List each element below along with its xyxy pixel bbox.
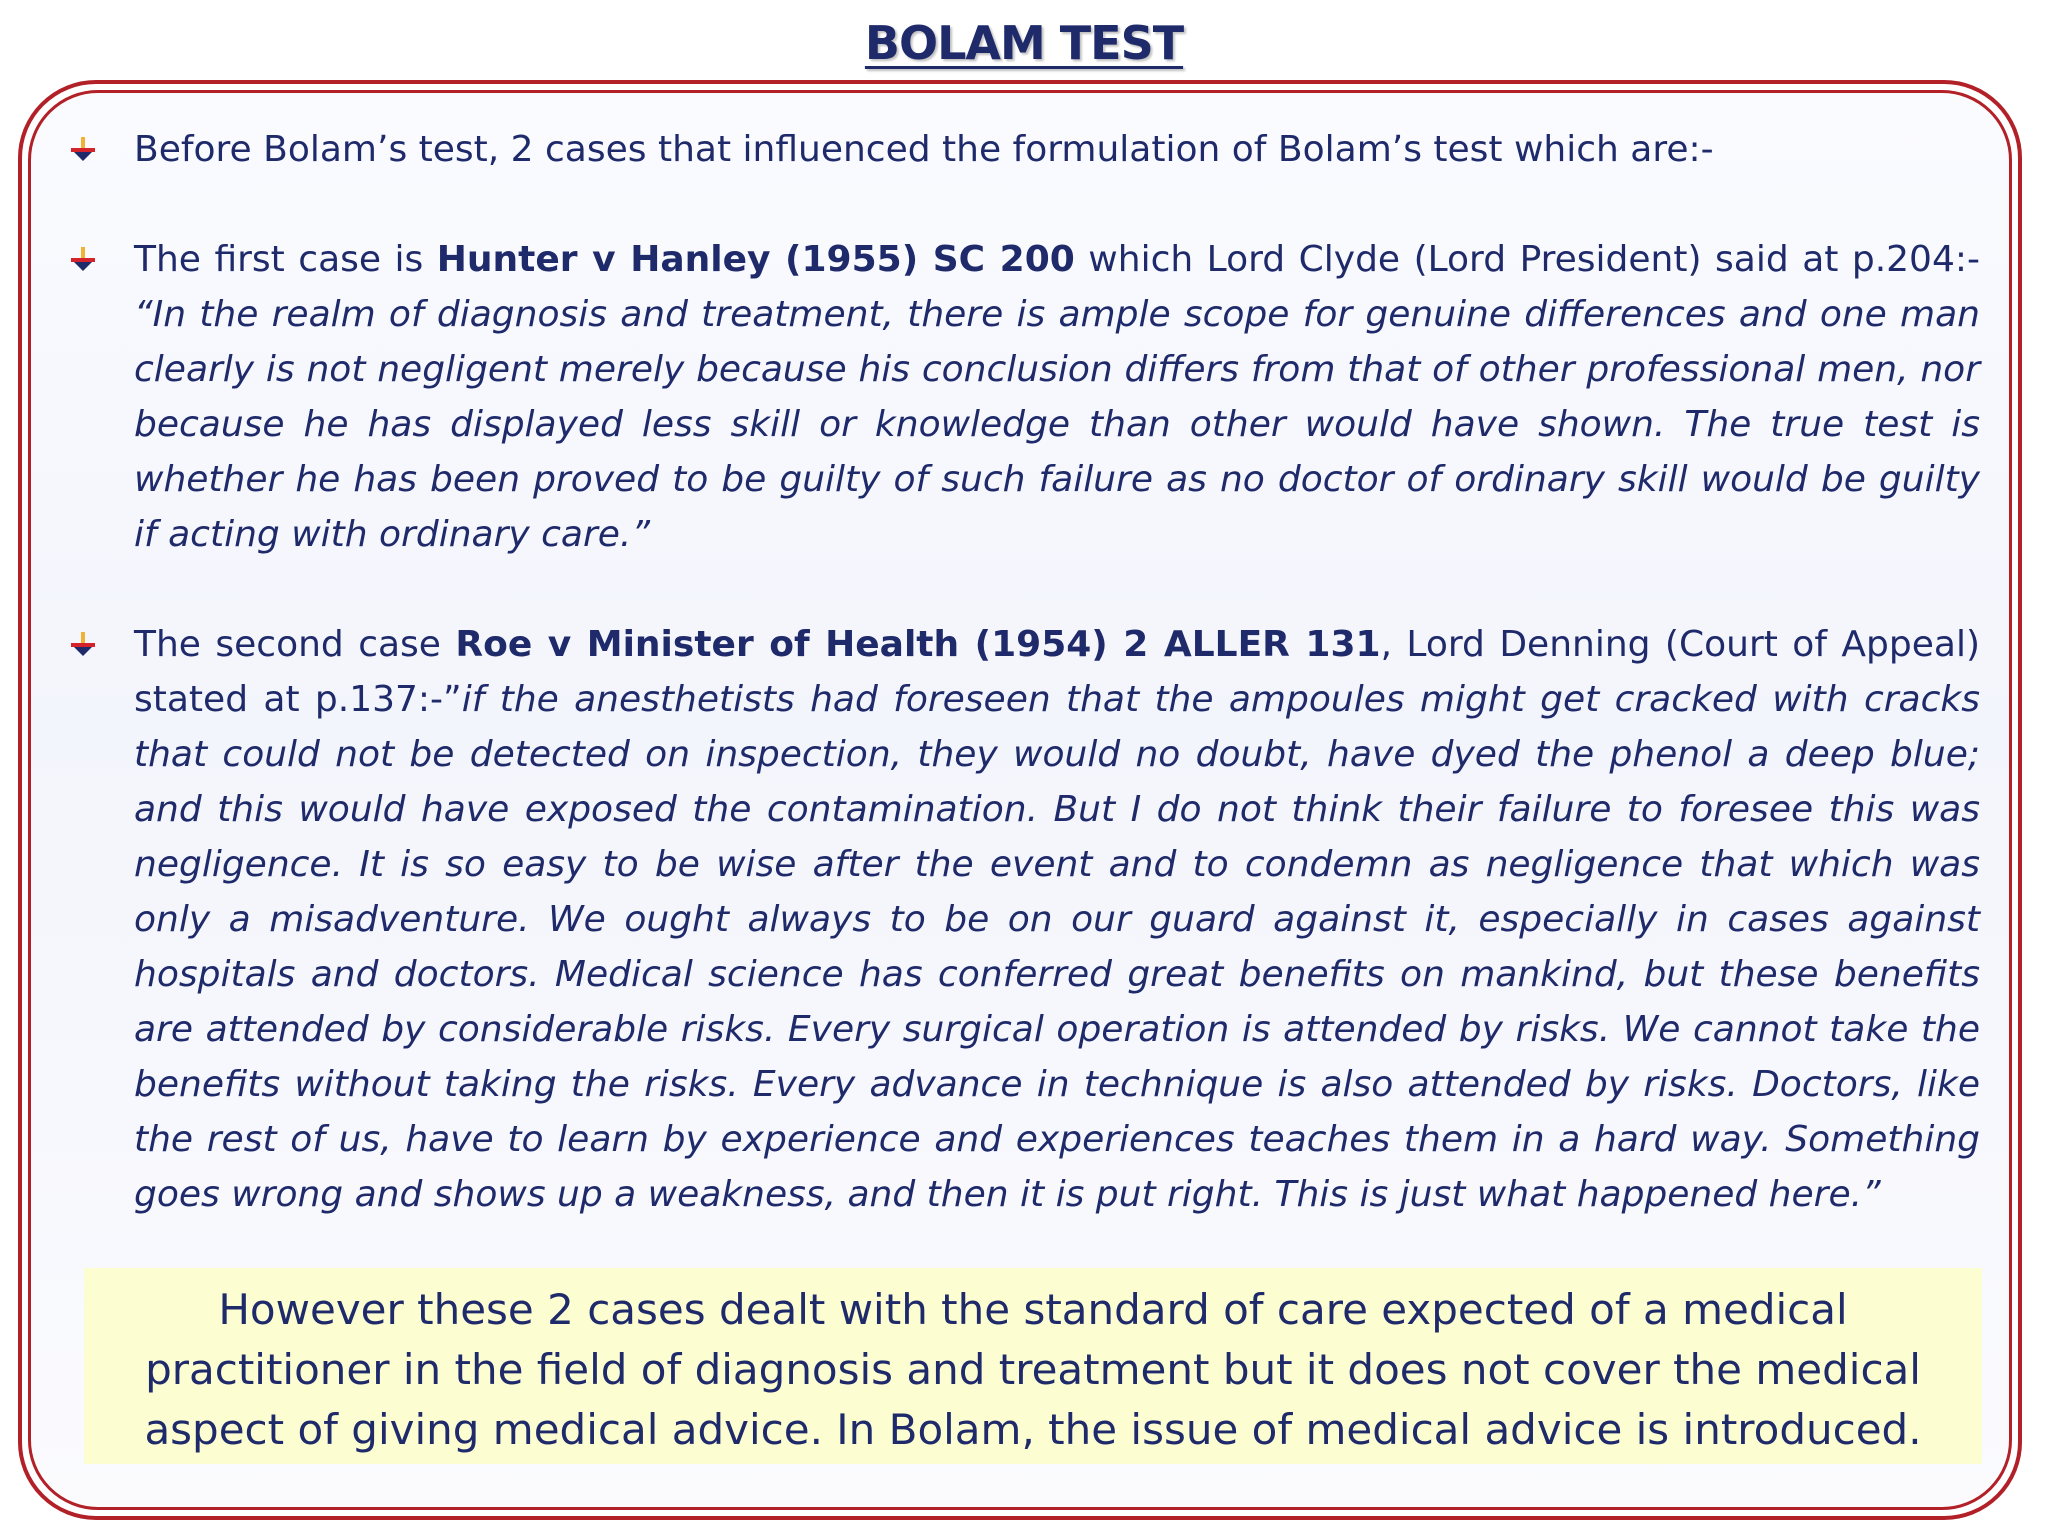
quote-lord-denning: if the anesthetists had foreseen that the ampoules might get cracked with cracks that could not be detected on inspection, they would no doubt, have dyed the phenol a deep blue; and this would have exposed the contamination. But I do not think their failure to foresee this was negligence. It is so easy to be wise after the event and to condemn as negligence that which was only a misadventure. We ought always to be on our guard against it, especially in cases against hospitals and doctors. Medical science has conferred great benefits on mankind, but these benefits are attended by considerable risks. Every surgical operation is attended by risks. We cannot take the benefits without taking the risks. Every advance in technique is also attended by risks. Doctors, like the rest of us, have to learn by experience and experiences teaches them in a hard way. Something goes wrong and shows up a weakness, and then it is put right. This is just what happened here.” [134,679,1980,1215]
bullet-item [70,122,1980,177]
quote-lord-clyde: “In the realm of diagnosis and treatment, there is ample scope for genuine differences and one man clearly is not negligent merely because his conclusion differs from that of other professional men, nor because he has displayed less skill or knowledge than other would have shown. The true test is whether he has been proved to be guilty of such failure as no doctor of ordinary skill would be guilty if acting with ordinary care.” [134,294,1980,555]
bullet-3-part-3: , Lord Denning (Court of Appeal) stated at p.137:-” [134,624,1980,720]
bullet-3-part-1: The second case [134,624,456,665]
case-citation-roe-v-minister: Roe v Minister of Health (1954) 2 ALLER 131 [455,624,1381,665]
down-arrow-bullet-icon [70,246,96,272]
conclusion-box: However these 2 cases dealt with the standard of care expected of a medical practitioner in the field of diagnosis and treatment but it does not cover the medical aspect of giving medical advice. In Bolam, the issue of medical advice is introduced. [84,1268,1982,1464]
bullet-list [70,122,1980,1277]
bullet-text-3 [134,617,1980,1222]
bullet-1-part-1: Before Bolam’s test, 2 cases that influenced the formulation of Bolam’s test which are:- [134,129,1714,170]
bullet-2-part-3: which Lord Clyde (Lord President) said at p.204:- [1074,239,1980,280]
slide-title: BOLAM TEST [864,16,1184,70]
down-arrow-bullet-icon [70,136,96,162]
down-arrow-bullet-icon [70,631,96,657]
bullet-2-part-1: The first case is [134,239,437,280]
bullet-item [70,232,1980,562]
bullet-item [70,617,1980,1222]
bullet-text-2 [134,232,1980,562]
bullet-text-1 [134,122,1980,177]
case-citation-hunter-v-hanley: Hunter v Hanley (1955) SC 200 [436,239,1075,280]
